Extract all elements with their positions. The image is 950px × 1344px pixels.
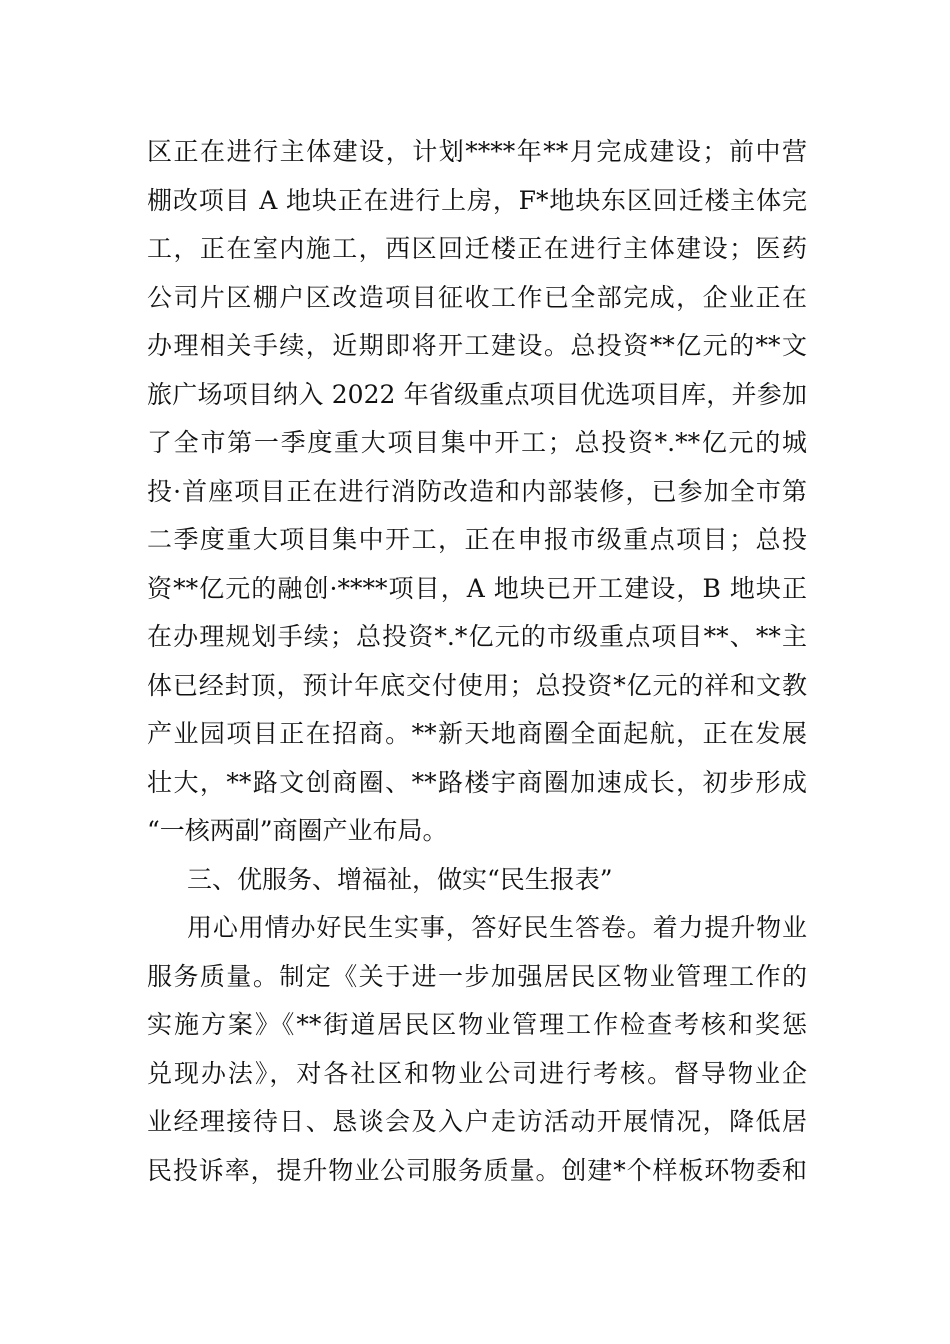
text-line: 业经理接待日、恳谈会及入户走访活动开展情况，降低居 <box>147 1107 807 1136</box>
text-line: 公司片区棚户区改造项目征收工作已全部完成，企业正在 <box>147 282 807 312</box>
text-line: “一核两副”商圈产业布局。 <box>147 816 448 845</box>
text-line: 资**亿元的融创·****项目，A 地块已开工建设，B 地块正 <box>147 573 807 603</box>
paragraph-1 <box>147 128 807 856</box>
text-line: 民投诉率，提升物业公司服务质量。创建*个样板环物委和 <box>147 1155 807 1185</box>
text-line: 旅广场项目纳入 2022 年省级重点项目优选项目库，并参加 <box>147 379 807 409</box>
text-line: 服务质量。制定《关于进一步加强居民区物业管理工作的 <box>147 961 807 991</box>
text-line: 二季度重大项目集中开工，正在申报市级重点项目；总投 <box>147 525 807 554</box>
text-line: 了全市第一季度重大项目集中开工；总投资*.**亿元的城 <box>147 428 807 457</box>
text-line: 产业园项目正在招商。**新天地商圈全面起航，正在发展 <box>147 719 807 748</box>
text-line: 投·首座项目正在进行消防改造和内部装修，已参加全市第 <box>147 476 807 506</box>
text-line: 棚改项目 A 地块正在进行上房，F*地块东区回迁楼主体完 <box>147 185 807 215</box>
text-line: 区正在进行主体建设，计划****年**月完成建设；前中营 <box>147 137 807 166</box>
text-line: 工，正在室内施工，西区回迁楼正在进行主体建设；医药 <box>147 234 807 263</box>
document-body <box>147 128 807 1195</box>
text-line: 在办理规划手续；总投资*.*亿元的市级重点项目**、**主 <box>147 622 807 651</box>
text-line: 壮大，**路文创商圈、**路楼宇商圈加速成长，初步形成 <box>147 767 807 797</box>
text-line: 体已经封顶，预计年底交付使用；总投资*亿元的祥和文教 <box>147 670 807 700</box>
text-line: 办理相关手续，近期即将开工建设。总投资**亿元的**文 <box>147 331 807 360</box>
paragraph-2 <box>147 904 807 1195</box>
text-line: 兑现办法》，对各社区和物业公司进行考核。督导物业企 <box>147 1058 807 1088</box>
text-line: 用心用情办好民生实事，答好民生答卷。着力提升物业 <box>187 913 807 942</box>
text-line: 实施方案》《**街道居民区物业管理工作检查考核和奖惩 <box>147 1010 807 1039</box>
section-heading: 三、优服务、增福祉，做实“民生报表” <box>187 864 613 894</box>
